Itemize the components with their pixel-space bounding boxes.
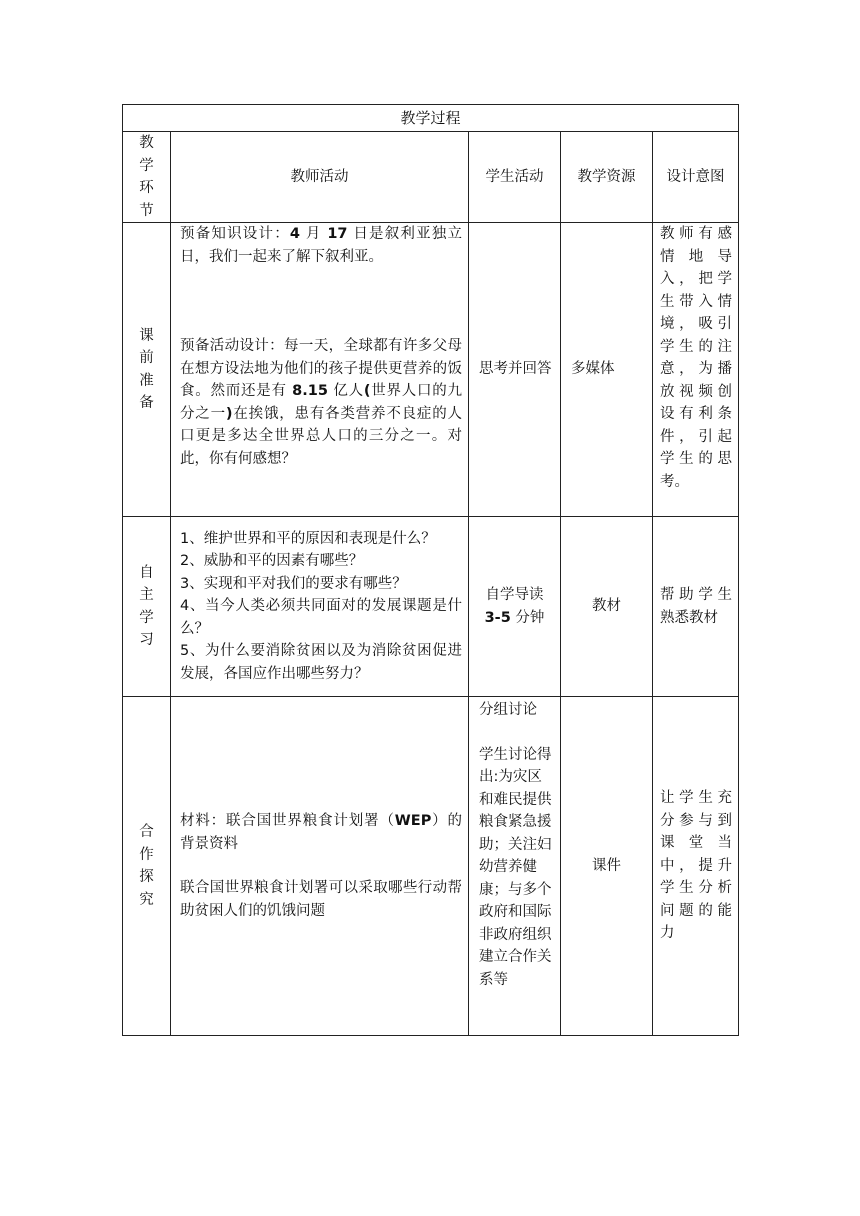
question-1: 1、维护世界和平的原因和表现是什么？ bbox=[180, 530, 436, 547]
table-row bbox=[123, 697, 739, 1036]
header-row bbox=[123, 132, 739, 223]
stage-cell: 课 前 准 备 bbox=[123, 223, 171, 517]
discussion-question: 联合国世界粮食计划署可以采取哪些行动帮助贫困人们的饥饿问题 bbox=[180, 880, 462, 919]
teaching-process-table bbox=[122, 104, 739, 1036]
resource-cell: 课件 bbox=[561, 697, 653, 1036]
question-5: 5、为什么要消除贫困以及为消除贫困促进发展，各国应作出哪些努力？ bbox=[180, 643, 462, 682]
design-intent-cell: 教师有感情地导入，把学生带入情境，吸引学生的注意，为播放视频创设有利条件，引起学生的思考。 bbox=[653, 223, 739, 517]
teacher-activity-cell bbox=[171, 697, 469, 1036]
resource-cell: 多媒体 bbox=[561, 223, 653, 517]
prep-knowledge-text: 预备知识设计：4 月 17 日是叙利亚独立日，我们一起来了解下叙利亚。 bbox=[180, 226, 463, 265]
material-text: 材料：联合国世界粮食计划署（WEP）的背景资料 bbox=[180, 813, 463, 852]
teacher-activity-cell bbox=[171, 223, 469, 517]
design-intent-cell: 让学生充分参与到课堂当中，提升学生分析问题的能力 bbox=[653, 697, 739, 1036]
resource-cell: 教材 bbox=[561, 517, 653, 697]
header-intent: 设计意图 bbox=[653, 132, 739, 223]
header-stage: 教 学 环 节 bbox=[123, 132, 171, 223]
question-4: 4、当今人类必须共同面对的发展课题是什么？ bbox=[180, 598, 462, 637]
table-row bbox=[123, 223, 739, 517]
header-resource: 教学资源 bbox=[561, 132, 653, 223]
design-intent-cell: 帮助学生熟悉教材 bbox=[653, 517, 739, 697]
table-row bbox=[123, 517, 739, 697]
teacher-activity-cell bbox=[171, 517, 469, 697]
table-title-row bbox=[123, 105, 739, 132]
stage-cell: 自 主 学 习 bbox=[123, 517, 171, 697]
question-3: 3、实现和平对我们的要求有哪些？ bbox=[180, 575, 407, 592]
stage-cell: 合 作 探 究 bbox=[123, 697, 171, 1036]
table-title: 教学过程 bbox=[123, 105, 739, 132]
header-teacher: 教师活动 bbox=[171, 132, 469, 223]
header-student: 学生活动 bbox=[469, 132, 561, 223]
student-activity-cell: 自学导读 3-5 分钟 bbox=[469, 517, 561, 697]
student-activity-cell: 分组讨论 学生讨论得出:为灾区和难民提供粮食紧急援助；关注妇幼营养健康；与多个政府和国际非政府组织建立合作关系等 bbox=[469, 697, 561, 1036]
student-activity-cell: 思考并回答 bbox=[469, 223, 561, 517]
prep-activity-text: 预备活动设计：每一天，全球都有许多父母在想方设法地为他们的孩子提供更营养的饭食。然而还是有 8.15 亿人(世界人口的九分之一)在挨饿，患有各类营养不良症的人口更是多达全世界总人口的三分之一。对此，你有何感想？ bbox=[180, 338, 463, 467]
question-2: 2、威胁和平的因素有哪些？ bbox=[180, 553, 364, 570]
